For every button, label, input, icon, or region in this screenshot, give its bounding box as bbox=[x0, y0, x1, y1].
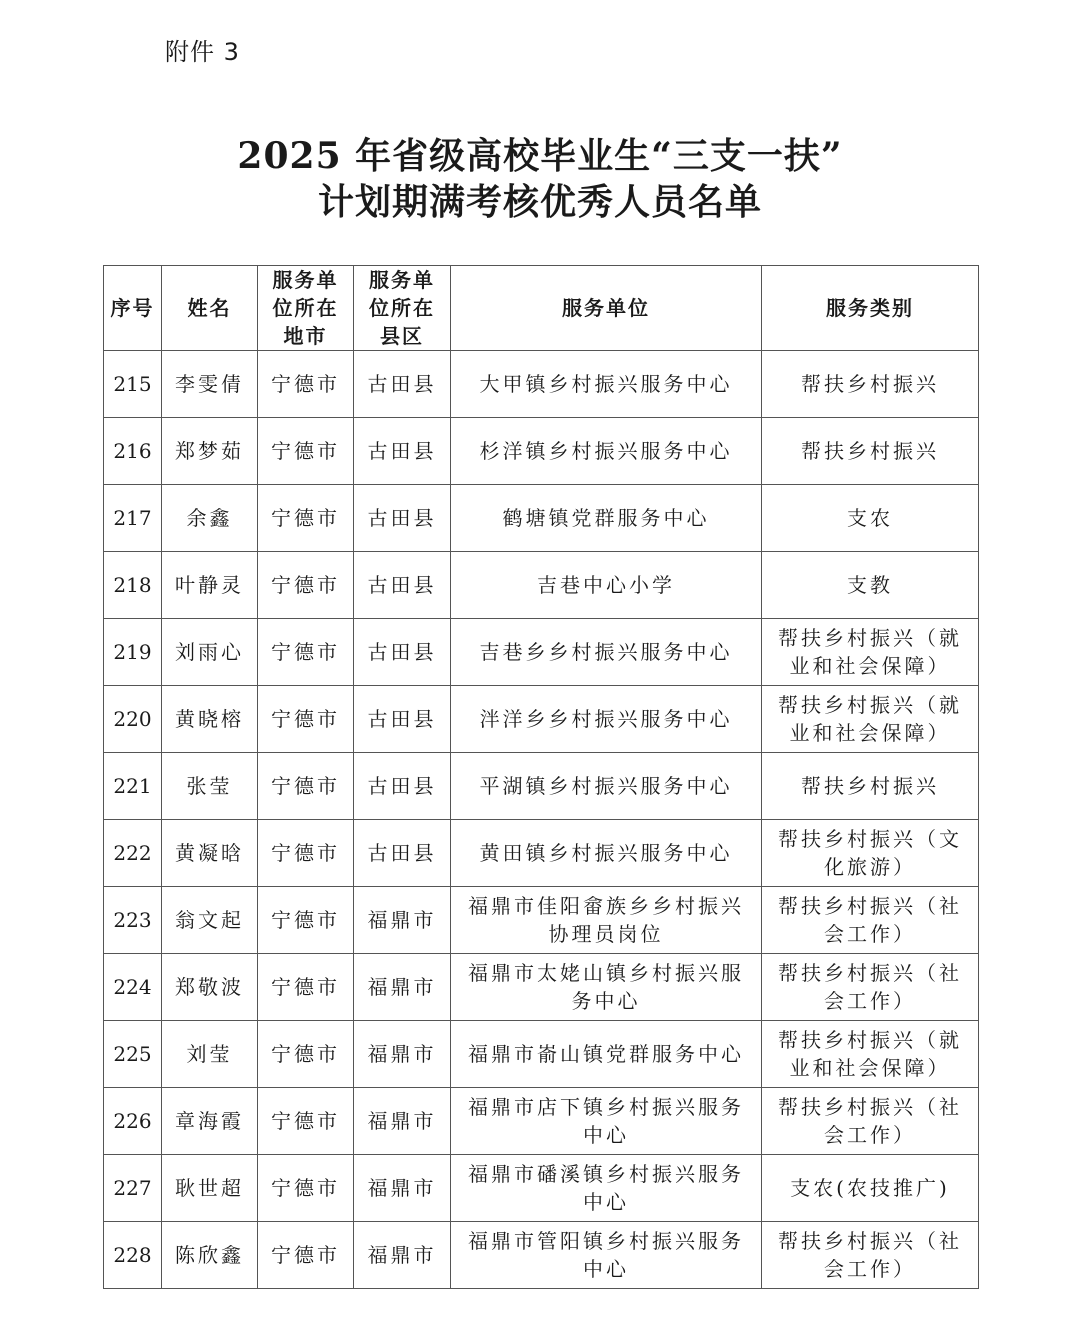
cell-name: 余鑫 bbox=[162, 485, 258, 552]
cell-seq: 226 bbox=[104, 1088, 162, 1155]
cell-city: 宁德市 bbox=[258, 1021, 354, 1088]
document-title-line-2: 计划期满考核优秀人员名单 bbox=[317, 181, 762, 223]
cell-unit: 福鼎市佳阳畲族乡乡村振兴协理员岗位 bbox=[451, 887, 762, 954]
roster-table bbox=[103, 265, 979, 1289]
cell-seq: 217 bbox=[104, 485, 162, 552]
cell-name: 郑梦茹 bbox=[162, 418, 258, 485]
table-row bbox=[104, 485, 979, 552]
cell-seq: 223 bbox=[104, 887, 162, 954]
header-county: 服务单位所在县区 bbox=[354, 266, 451, 351]
cell-seq: 215 bbox=[104, 351, 162, 418]
cell-seq: 228 bbox=[104, 1222, 162, 1289]
cell-city: 宁德市 bbox=[258, 552, 354, 619]
cell-city: 宁德市 bbox=[258, 887, 354, 954]
cell-unit: 鹤塘镇党群服务中心 bbox=[451, 485, 762, 552]
cell-seq: 224 bbox=[104, 954, 162, 1021]
cell-category: 帮扶乡村振兴（就业和社会保障） bbox=[762, 686, 979, 753]
cell-name: 章海霞 bbox=[162, 1088, 258, 1155]
document-title-line-1: 2025 年省级高校毕业生“三支一扶” bbox=[237, 135, 843, 177]
cell-city: 宁德市 bbox=[258, 686, 354, 753]
cell-city: 宁德市 bbox=[258, 1155, 354, 1222]
cell-county: 福鼎市 bbox=[354, 954, 451, 1021]
cell-category: 帮扶乡村振兴（社会工作） bbox=[762, 1222, 979, 1289]
cell-name: 郑敬波 bbox=[162, 954, 258, 1021]
table-row bbox=[104, 753, 979, 820]
cell-unit: 吉巷中心小学 bbox=[451, 552, 762, 619]
table-row bbox=[104, 1222, 979, 1289]
table-row bbox=[104, 686, 979, 753]
cell-county: 古田县 bbox=[354, 619, 451, 686]
table-header-row bbox=[104, 266, 979, 351]
cell-seq: 218 bbox=[104, 552, 162, 619]
table-row bbox=[104, 1021, 979, 1088]
cell-seq: 225 bbox=[104, 1021, 162, 1088]
cell-category: 帮扶乡村振兴 bbox=[762, 351, 979, 418]
cell-unit: 黄田镇乡村振兴服务中心 bbox=[451, 820, 762, 887]
cell-name: 黄晓榕 bbox=[162, 686, 258, 753]
cell-unit: 吉巷乡乡村振兴服务中心 bbox=[451, 619, 762, 686]
cell-name: 翁文起 bbox=[162, 887, 258, 954]
cell-category: 帮扶乡村振兴（就业和社会保障） bbox=[762, 1021, 979, 1088]
table-row bbox=[104, 619, 979, 686]
cell-unit: 杉洋镇乡村振兴服务中心 bbox=[451, 418, 762, 485]
cell-county: 古田县 bbox=[354, 820, 451, 887]
cell-county: 古田县 bbox=[354, 418, 451, 485]
cell-unit: 福鼎市管阳镇乡村振兴服务中心 bbox=[451, 1222, 762, 1289]
header-city: 服务单位所在地市 bbox=[258, 266, 354, 351]
cell-name: 刘莹 bbox=[162, 1021, 258, 1088]
table-row bbox=[104, 954, 979, 1021]
cell-city: 宁德市 bbox=[258, 753, 354, 820]
cell-seq: 222 bbox=[104, 820, 162, 887]
cell-county: 古田县 bbox=[354, 351, 451, 418]
cell-county: 古田县 bbox=[354, 552, 451, 619]
attachment-label: 附件 3 bbox=[165, 38, 240, 66]
table-row bbox=[104, 1088, 979, 1155]
cell-city: 宁德市 bbox=[258, 485, 354, 552]
table-row bbox=[104, 820, 979, 887]
cell-unit: 泮洋乡乡村振兴服务中心 bbox=[451, 686, 762, 753]
header-unit: 服务单位 bbox=[451, 266, 762, 351]
cell-county: 福鼎市 bbox=[354, 1021, 451, 1088]
cell-name: 张莹 bbox=[162, 753, 258, 820]
cell-seq: 221 bbox=[104, 753, 162, 820]
cell-category: 帮扶乡村振兴（文化旅游） bbox=[762, 820, 979, 887]
cell-name: 李雯倩 bbox=[162, 351, 258, 418]
cell-category: 支农(农技推广) bbox=[762, 1155, 979, 1222]
table-row bbox=[104, 418, 979, 485]
cell-city: 宁德市 bbox=[258, 418, 354, 485]
header-seq: 序号 bbox=[104, 266, 162, 351]
cell-name: 耿世超 bbox=[162, 1155, 258, 1222]
table-row bbox=[104, 351, 979, 418]
cell-name: 黄凝晗 bbox=[162, 820, 258, 887]
cell-category: 支农 bbox=[762, 485, 979, 552]
cell-name: 陈欣鑫 bbox=[162, 1222, 258, 1289]
cell-unit: 福鼎市店下镇乡村振兴服务中心 bbox=[451, 1088, 762, 1155]
cell-unit: 平湖镇乡村振兴服务中心 bbox=[451, 753, 762, 820]
cell-city: 宁德市 bbox=[258, 820, 354, 887]
cell-county: 福鼎市 bbox=[354, 1088, 451, 1155]
cell-category: 帮扶乡村振兴（社会工作） bbox=[762, 887, 979, 954]
cell-category: 帮扶乡村振兴 bbox=[762, 753, 979, 820]
cell-county: 古田县 bbox=[354, 753, 451, 820]
cell-seq: 220 bbox=[104, 686, 162, 753]
cell-category: 帮扶乡村振兴 bbox=[762, 418, 979, 485]
cell-county: 古田县 bbox=[354, 686, 451, 753]
table-row bbox=[104, 887, 979, 954]
cell-seq: 216 bbox=[104, 418, 162, 485]
cell-county: 福鼎市 bbox=[354, 1155, 451, 1222]
cell-seq: 227 bbox=[104, 1155, 162, 1222]
table-row bbox=[104, 1155, 979, 1222]
cell-county: 古田县 bbox=[354, 485, 451, 552]
cell-city: 宁德市 bbox=[258, 954, 354, 1021]
cell-category: 支教 bbox=[762, 552, 979, 619]
header-name: 姓名 bbox=[162, 266, 258, 351]
cell-seq: 219 bbox=[104, 619, 162, 686]
table-row bbox=[104, 552, 979, 619]
cell-category: 帮扶乡村振兴（就业和社会保障） bbox=[762, 619, 979, 686]
cell-unit: 福鼎市嵛山镇党群服务中心 bbox=[451, 1021, 762, 1088]
cell-unit: 大甲镇乡村振兴服务中心 bbox=[451, 351, 762, 418]
cell-category: 帮扶乡村振兴（社会工作） bbox=[762, 954, 979, 1021]
header-category: 服务类别 bbox=[762, 266, 979, 351]
cell-city: 宁德市 bbox=[258, 1222, 354, 1289]
cell-county: 福鼎市 bbox=[354, 1222, 451, 1289]
cell-category: 帮扶乡村振兴（社会工作） bbox=[762, 1088, 979, 1155]
table-body bbox=[104, 351, 979, 1289]
cell-unit: 福鼎市磻溪镇乡村振兴服务中心 bbox=[451, 1155, 762, 1222]
cell-city: 宁德市 bbox=[258, 1088, 354, 1155]
cell-city: 宁德市 bbox=[258, 619, 354, 686]
cell-unit: 福鼎市太姥山镇乡村振兴服务中心 bbox=[451, 954, 762, 1021]
cell-county: 福鼎市 bbox=[354, 887, 451, 954]
cell-city: 宁德市 bbox=[258, 351, 354, 418]
cell-name: 叶静灵 bbox=[162, 552, 258, 619]
cell-name: 刘雨心 bbox=[162, 619, 258, 686]
